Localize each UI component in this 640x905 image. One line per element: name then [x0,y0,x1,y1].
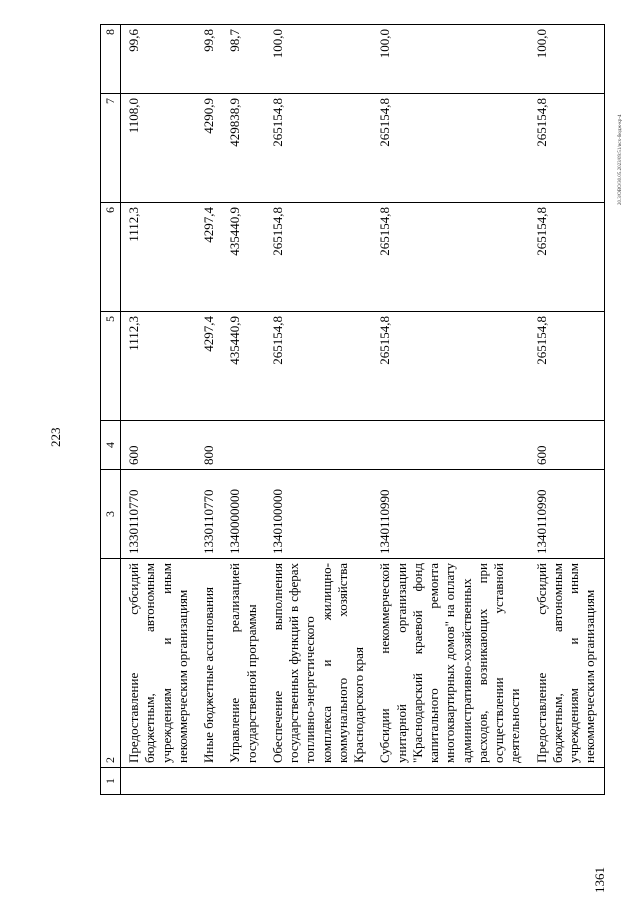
cell-value-6: 265154,8 [372,203,528,312]
page-number-top: 223 [48,427,63,447]
cell-code: 1330110770 [196,470,222,559]
header-col-5: 5 [101,312,121,421]
cell-code: 1330110770 [121,470,197,559]
budget-table-container [100,29,598,795]
cell-value-5: 1112,3 [121,312,197,421]
cell-name: Предоставление субсидий бюджетным, автономным учреждениям и иным некоммерческим организациям [121,559,197,768]
table-row [529,25,605,795]
cell-code: 1340000000 [222,470,265,559]
cell-percent: 98,7 [222,25,265,94]
cell-name: Управление реализацией государственной программы [222,559,265,768]
header-col-3: 3 [101,470,121,559]
table-row [222,25,265,795]
cell-percent: 100,0 [529,25,605,94]
cell-value-5: 265154,8 [372,312,528,421]
cell-type: 600 [529,421,605,470]
cell-number [196,768,222,795]
cell-code: 1340110990 [529,470,605,559]
header-col-6: 6 [101,203,121,312]
cell-value-6: 435440,9 [222,203,265,312]
cell-number [372,768,528,795]
table-header-row [101,25,121,795]
cell-type [372,421,528,470]
cell-type [222,421,265,470]
header-col-8: 8 [101,25,121,94]
cell-name: Обеспечение выполнения государственных функций в сферах топливно-энергетического комплекса и жилищно-коммунального хозяйства Краснодарского края [265,559,373,768]
cell-value-7: 265154,8 [529,94,605,203]
cell-value-7: 4290,9 [196,94,222,203]
cell-number [222,768,265,795]
cell-value-6: 265154,8 [529,203,605,312]
cell-name: Иные бюджетные ассигнования [196,559,222,768]
cell-value-5: 435440,9 [222,312,265,421]
cell-percent: 99,6 [121,25,197,94]
cell-name: Предоставление субсидий бюджетным, автономным учреждениям и иным некоммерческим организациям [529,559,605,768]
cell-percent: 100,0 [372,25,528,94]
header-col-4: 4 [101,421,121,470]
cell-value-5: 4297,4 [196,312,222,421]
table-row [196,25,222,795]
page-number-bottom: 1361 [592,867,607,893]
cell-number [265,768,373,795]
cell-type: 800 [196,421,222,470]
cell-number [529,768,605,795]
cell-value-7: 1108,0 [121,94,197,203]
cell-value-6: 265154,8 [265,203,373,312]
cell-code: 1340110990 [372,470,528,559]
table-row [372,25,528,795]
cell-value-5: 265154,8 [265,312,373,421]
header-col-1: 1 [101,768,121,795]
cell-name: Субсидии некоммерческой унитарной организации "Краснодарский краевой фонд капитального ремонта многоквартирных домов" на оплату административно-хозяйственных расходов, возникающих при осуществлении уставной деятельности [372,559,528,768]
cell-code: 1340100000 [265,470,373,559]
cell-value-6: 4297,4 [196,203,222,312]
cell-type: 600 [121,421,197,470]
cell-percent: 100,0 [265,25,373,94]
cell-value-6: 1112,3 [121,203,197,312]
cell-value-7: 265154,8 [265,94,373,203]
header-col-2: 2 [101,559,121,768]
table-row [265,25,373,795]
cell-value-7: 265154,8 [372,94,528,203]
document-reference: 20.3/ОВО/30.05.2023/09:51/исх-бюдж-кр-4 [618,114,623,205]
table-row [121,25,197,795]
cell-number [121,768,197,795]
budget-table [100,24,605,795]
cell-value-7: 429838,9 [222,94,265,203]
cell-value-5: 265154,8 [529,312,605,421]
cell-percent: 99,8 [196,25,222,94]
header-col-7: 7 [101,94,121,203]
cell-type [265,421,373,470]
